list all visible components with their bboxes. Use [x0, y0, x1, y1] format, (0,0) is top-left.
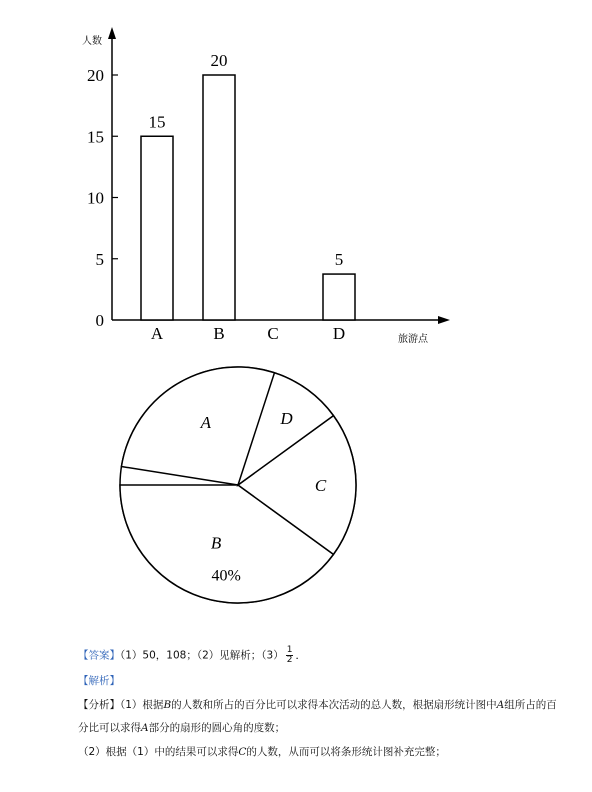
category-label-C: C [267, 324, 279, 343]
fraction-numerator: 1 [286, 645, 293, 655]
step2-var-c: C [238, 746, 247, 758]
y-axis-title: 人数 [82, 36, 102, 47]
bar-B [203, 75, 235, 320]
fenxi-text-2c: 部分的扇形的圆心角的度数； [148, 722, 286, 734]
step2-text-c: 的人数，从而可以将条形统计图补充完整； [246, 746, 446, 758]
fraction-denominator: 2 [286, 655, 293, 665]
y-tick-label: 20 [87, 66, 104, 85]
y-tick-label: 0 [95, 311, 104, 330]
fenxi-text-1e: 组所占的百 [504, 699, 557, 711]
analysis-tag: 【解析】 [78, 675, 120, 687]
fenxi-text-2a: 分比可以求得 [78, 722, 141, 734]
fenxi-var-a: A [496, 699, 505, 711]
category-label-D: D [332, 324, 346, 343]
bar-D [323, 274, 355, 320]
y-axis-arrow [108, 27, 116, 39]
fenxi-text-1a: （1）根据 [120, 699, 164, 711]
bar-chart [0, 0, 592, 360]
data-label-A: 15 [148, 112, 166, 132]
pie-label-B: B [210, 533, 222, 553]
pie-label-A: A [200, 412, 212, 432]
fenxi-var-a2: A [141, 722, 149, 734]
pie-label-D: D [280, 409, 293, 429]
analysis-heading [78, 674, 120, 688]
pie-percent-B: 40% [211, 567, 241, 585]
data-label-D: 5 [334, 250, 344, 270]
y-tick-label: 5 [95, 249, 104, 269]
answer-line [78, 646, 306, 665]
fenxi-text-1c: 的人数和所占的百分比可以求得本次活动的总人数，根据扇形统计图中 [171, 699, 497, 711]
category-label-A: A [150, 324, 164, 343]
category-label-B: B [213, 324, 225, 343]
fenxi-tag: 【分析】 [78, 699, 120, 711]
fenxi-line-1 [78, 698, 557, 712]
fenxi-var-b: B [163, 699, 172, 711]
y-tick-label: 15 [87, 127, 104, 147]
pie-chart [0, 355, 592, 615]
x-axis-arrow [438, 316, 450, 324]
data-label-B: 20 [210, 51, 228, 70]
fenxi-line-2 [78, 721, 285, 735]
pie-label-C: C [314, 476, 327, 495]
step2-text-a: （2）根据（1）中的结果可以求得 [78, 746, 239, 758]
bar-A [141, 136, 173, 320]
answer-fraction [286, 646, 294, 665]
answer-tag: 【答案】 [78, 649, 120, 662]
step2-line [78, 745, 446, 759]
y-tick-label: 10 [87, 188, 104, 208]
answer-end: ． [295, 649, 306, 662]
x-axis-title: 旅游点 [398, 334, 428, 345]
answer-text: （1）50，108；（2）见解析；（3） [120, 649, 284, 662]
